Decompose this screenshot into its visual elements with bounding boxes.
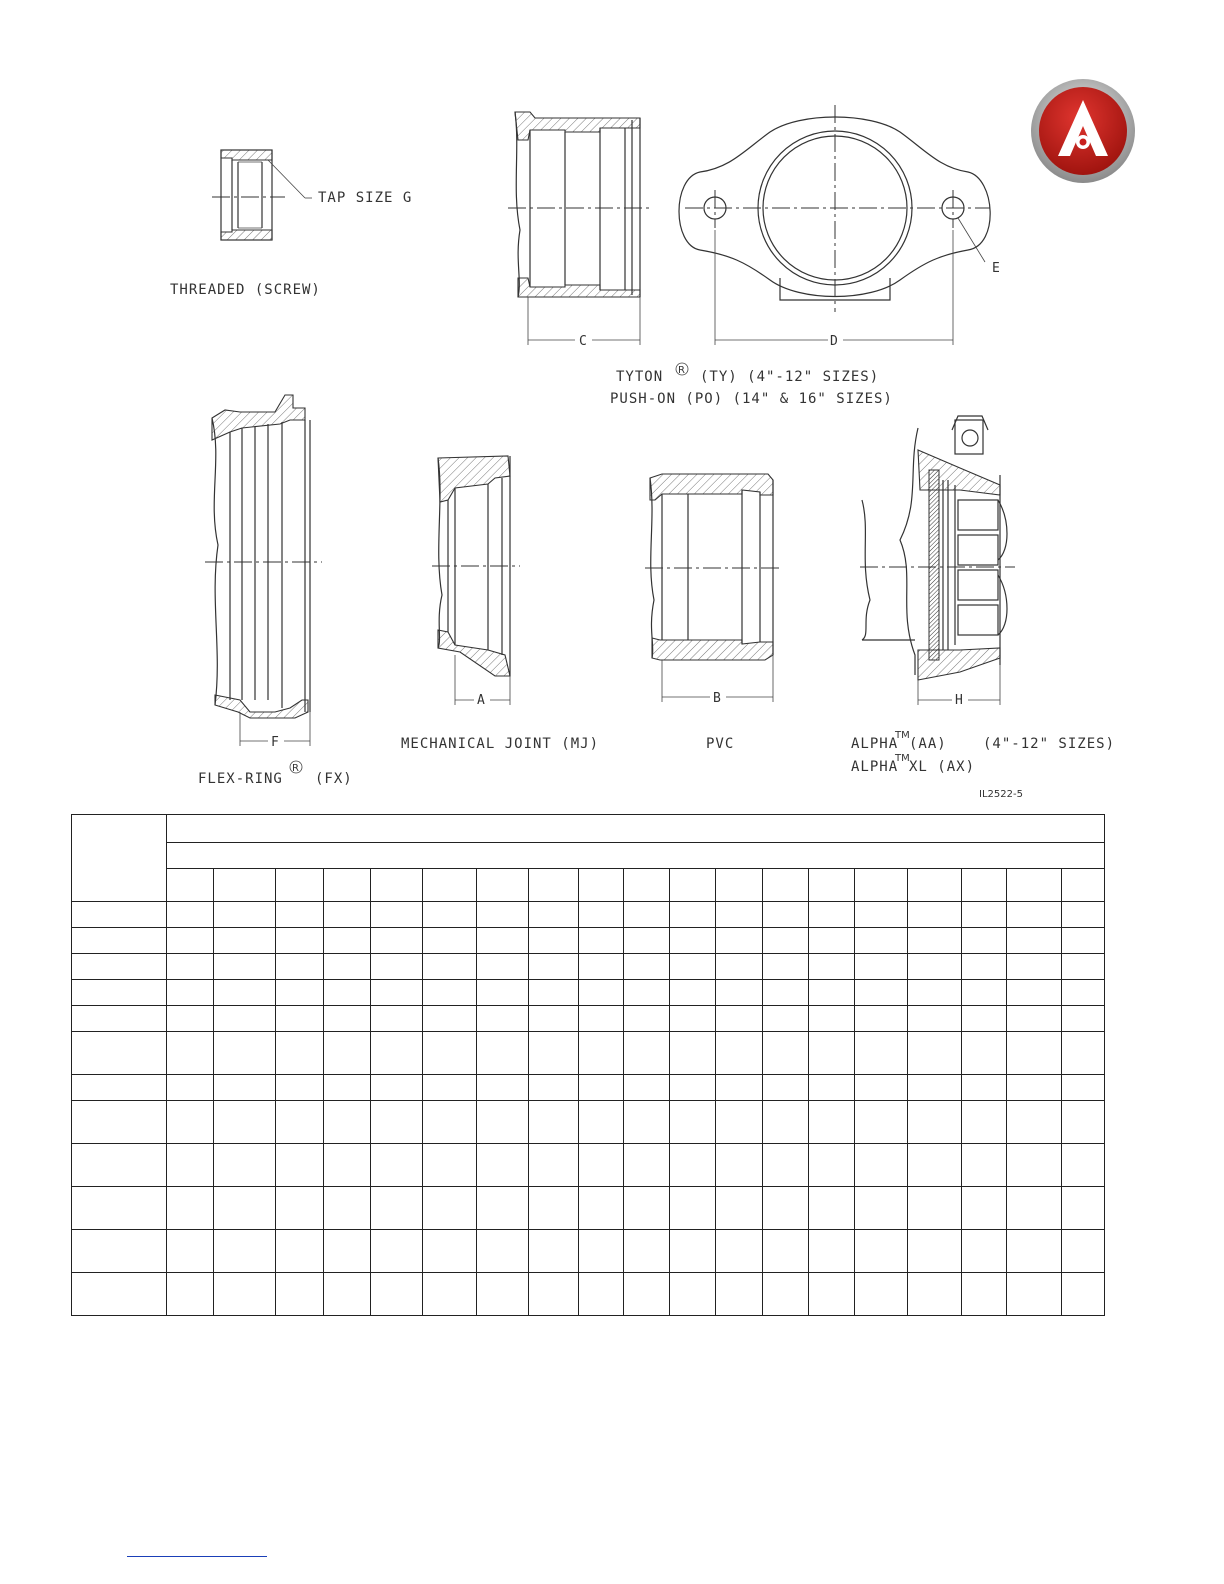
table-header-row bbox=[72, 815, 1105, 843]
dim-d: D bbox=[830, 334, 838, 349]
american-logo-icon bbox=[1030, 78, 1136, 184]
registered-mark-fx: R bbox=[292, 763, 299, 774]
table-row bbox=[72, 1075, 1105, 1101]
table-corner-cell bbox=[72, 815, 167, 902]
alpha-xl-label: ALPHA bbox=[851, 759, 899, 775]
registered-mark: R bbox=[678, 365, 685, 376]
table-row bbox=[72, 1006, 1105, 1032]
drawing-reference: IL2522-5 bbox=[979, 789, 1023, 800]
dim-h: H bbox=[955, 693, 963, 708]
tyton-front-view bbox=[679, 105, 1000, 349]
table-subheader-row bbox=[72, 843, 1105, 869]
footer-link[interactable] bbox=[127, 1556, 267, 1557]
tm-mark-xl: TM bbox=[895, 753, 910, 764]
dim-f: F bbox=[271, 735, 279, 750]
tap-size-label: TAP SIZE G bbox=[318, 190, 413, 206]
alpha-fitting bbox=[860, 416, 1015, 708]
alpha-sizes-label: (4"-12" SIZES) bbox=[983, 736, 1116, 752]
table-row bbox=[72, 1101, 1105, 1144]
tyton-sizes-label: (TY) (4"-12" SIZES) bbox=[700, 369, 880, 385]
tyton-label: TYTON bbox=[616, 369, 664, 385]
push-on-label: PUSH-ON (PO) (14" & 16" SIZES) bbox=[610, 391, 893, 407]
table-row bbox=[72, 1273, 1105, 1316]
flex-ring-fitting bbox=[205, 395, 322, 750]
flex-ring-label: FLEX-RING bbox=[198, 771, 283, 787]
alpha-label: ALPHA bbox=[851, 736, 899, 752]
dimensions-table bbox=[71, 814, 1105, 1316]
tyton-side-view bbox=[508, 112, 650, 349]
table-header-cell bbox=[166, 815, 1104, 843]
table-row bbox=[72, 954, 1105, 980]
alpha-xl-suffix: XL (AX) bbox=[909, 759, 976, 775]
table-row bbox=[72, 1032, 1105, 1075]
threaded-fitting bbox=[170, 150, 412, 298]
pvc-label: PVC bbox=[706, 736, 735, 752]
table-row bbox=[72, 980, 1105, 1006]
dim-e: E bbox=[992, 261, 1000, 276]
mechanical-joint-fitting bbox=[432, 456, 520, 708]
table-row bbox=[72, 902, 1105, 928]
table-row bbox=[72, 928, 1105, 954]
table-row bbox=[72, 1144, 1105, 1187]
table-column-header-row bbox=[72, 869, 1105, 902]
tm-mark: TM bbox=[895, 730, 910, 741]
pvc-fitting bbox=[645, 474, 782, 706]
dim-c: C bbox=[579, 334, 587, 349]
table-row bbox=[72, 1187, 1105, 1230]
flex-ring-suffix: (FX) bbox=[315, 771, 353, 787]
dim-a: A bbox=[477, 693, 485, 708]
mechanical-joint-label: MECHANICAL JOINT (MJ) bbox=[401, 736, 600, 752]
table-row bbox=[72, 1230, 1105, 1273]
alpha-suffix: (AA) bbox=[909, 736, 947, 752]
table-subheader-cell bbox=[166, 843, 1104, 869]
threaded-label: THREADED (SCREW) bbox=[170, 282, 321, 298]
dim-b: B bbox=[713, 691, 721, 706]
